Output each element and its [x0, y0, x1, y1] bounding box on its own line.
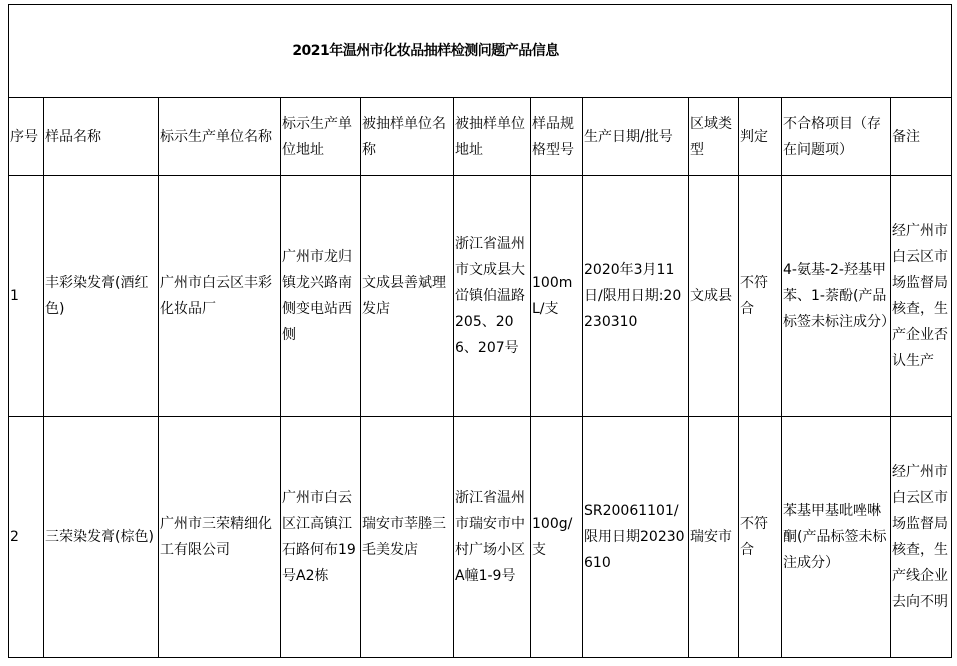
- inspection-table: [8, 4, 952, 658]
- header-sample-name: 样品名称: [44, 98, 159, 176]
- header-row: [9, 98, 952, 176]
- cell-batch: 2020年3月11日/限用日期:20230310: [583, 176, 689, 417]
- cell-sampled-unit: 瑞安市莘塍三毛美发店: [361, 417, 454, 658]
- cell-sample-name: 三荣染发膏(棕色): [44, 417, 159, 658]
- cell-region: 瑞安市: [689, 417, 739, 658]
- header-failed-items: 不合格项目（存在问题项）: [782, 98, 891, 176]
- cell-failed-items: 4-氨基-2-羟基甲苯、1-萘酚(产品标签未标注成分）: [782, 176, 891, 417]
- page-title: 2021年温州市化妆品抽样检测问题产品信息: [9, 5, 952, 98]
- header-index: 序号: [9, 98, 44, 176]
- cell-spec: 100mL/支: [531, 176, 583, 417]
- cell-remark: 经广州市白云区市场监督局核查，生产企业否认生产: [891, 176, 952, 417]
- title-row: [9, 5, 952, 98]
- cell-batch: SR20061101/限用日期20230610: [583, 417, 689, 658]
- cell-index: 1: [9, 176, 44, 417]
- cell-manufacturer-address: 广州市龙归镇龙兴路南侧变电站西侧: [281, 176, 361, 417]
- header-region: 区域类型: [689, 98, 739, 176]
- header-batch: 生产日期/批号: [583, 98, 689, 176]
- cell-manufacturer: 广州市三荣精细化工有限公司: [159, 417, 281, 658]
- header-remark: 备注: [891, 98, 952, 176]
- cell-index: 2: [9, 417, 44, 658]
- header-sampled-unit-address: 被抽样单位地址: [454, 98, 531, 176]
- header-manufacturer: 标示生产单位名称: [159, 98, 281, 176]
- cell-failed-items: 苯基甲基吡唑啉酮(产品标签未标注成分）: [782, 417, 891, 658]
- cell-sampled-unit-address: 浙江省温州市文成县大峃镇伯温路205、206、207号: [454, 176, 531, 417]
- header-spec: 样品规格型号: [531, 98, 583, 176]
- cell-sampled-unit-address: 浙江省温州市瑞安市中村广场小区A幢1-9号: [454, 417, 531, 658]
- cell-spec: 100g/支: [531, 417, 583, 658]
- cell-verdict: 不符合: [739, 417, 782, 658]
- table-row: [9, 176, 952, 417]
- cell-manufacturer-address: 广州市白云区江高镇江石路何布19号A2栋: [281, 417, 361, 658]
- header-sampled-unit: 被抽样单位名称: [361, 98, 454, 176]
- cell-sample-name: 丰彩染发膏(酒红色): [44, 176, 159, 417]
- cell-manufacturer: 广州市白云区丰彩化妆品厂: [159, 176, 281, 417]
- cell-region: 文成县: [689, 176, 739, 417]
- header-verdict: 判定: [739, 98, 782, 176]
- cell-remark: 经广州市白云区市场监督局核查，生产线企业去向不明: [891, 417, 952, 658]
- header-manufacturer-address: 标示生产单位地址: [281, 98, 361, 176]
- cell-sampled-unit: 文成县善斌理发店: [361, 176, 454, 417]
- table-row: [9, 417, 952, 658]
- cell-verdict: 不符合: [739, 176, 782, 417]
